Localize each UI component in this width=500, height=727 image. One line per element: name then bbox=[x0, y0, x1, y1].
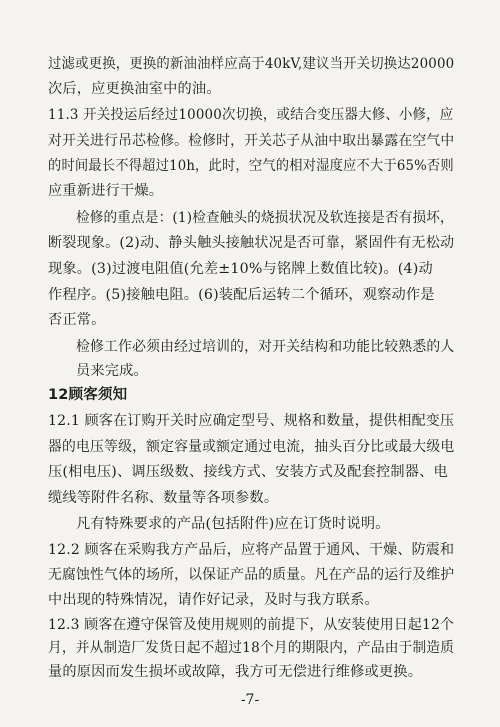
body-text-line: 缆线等附件名称、数量等各项参数。 bbox=[48, 490, 279, 506]
body-text-line: 无腐蚀性气体的场所，以保证产品的质量。凡在产品的运行及维护 bbox=[48, 567, 455, 583]
body-text-line: 中出现的特殊情况，请作好记录，及时与我方联系。 bbox=[48, 592, 379, 608]
page-number: -7- bbox=[240, 692, 260, 708]
body-text-line: 压(相电压)、调压级数、接线方式、安装方式及配套控制器、电 bbox=[48, 464, 448, 480]
body-text-line: 检修的重点是：(1)检查触头的烧损状况及软连接是否有损坏， bbox=[76, 210, 454, 226]
body-text-line: 量的原因而发生损坏或故障，我方可无偿进行维修或更换。 bbox=[48, 664, 423, 680]
body-text-line: 的时间最长不得超过10h，此时，空气的相对湿度应不大于65%否则 bbox=[48, 158, 454, 174]
body-text-line: 断裂现象。(2)动、静头触头接触状况是否可靠，紧固件有无松动 bbox=[48, 235, 455, 251]
body-text-line: 员来完成。 bbox=[76, 363, 148, 379]
section-11-3-line: 11.3 开关投运后经过10000次切换，或结合变压器大修、小修，应 bbox=[48, 107, 454, 123]
body-text-line: 过滤或更换，更换的新油油样应高于40kV,建议当开关切换达20000 bbox=[48, 56, 455, 72]
body-text-line: 对开关进行吊芯检修。检修时，开关芯子从油中取出暴露在空气中 bbox=[48, 133, 455, 149]
body-text-line: 器的电压等级，额定容量或额定通过电流，抽头百分比或最大级电 bbox=[48, 439, 455, 455]
section-heading: 12顾客须知 bbox=[48, 387, 128, 403]
body-text-line: 月，并从制造厂发货日起不超过18个月的期限内，产品由于制造质 bbox=[48, 640, 455, 656]
body-text-line: 现象。(3)过渡电阻值(允差±10%与铭牌上数值比较)。(4)动 bbox=[48, 261, 433, 277]
body-text-line: 检修工作必须由经过培训的，对开关结构和功能比较熟悉的人 bbox=[76, 339, 455, 355]
section-12-2-line: 12.2 顾客在采购我方产品后，应将产品置于通风、干燥、防震和 bbox=[48, 542, 455, 558]
body-text-line: 次后，应更换油室中的油。 bbox=[48, 81, 221, 97]
body-text-line: 否正常。 bbox=[48, 312, 106, 328]
section-12-3-line: 12.3 顾客在遵守保管及使用规则的前提下，从安装使用日起12个 bbox=[48, 617, 455, 633]
section-12-1-line: 12.1 顾客在订购开关时应确定型号、规格和数量，提供相配变压 bbox=[48, 413, 455, 429]
body-text-line: 作程序。(5)接触电阻。(6)装配后运转二个循环，观察动作是 bbox=[48, 287, 435, 303]
body-text-line: 凡有特殊要求的产品(包括附件)应在订货时说明。 bbox=[76, 516, 390, 532]
body-text-line: 应重新进行干燥。 bbox=[48, 183, 164, 199]
